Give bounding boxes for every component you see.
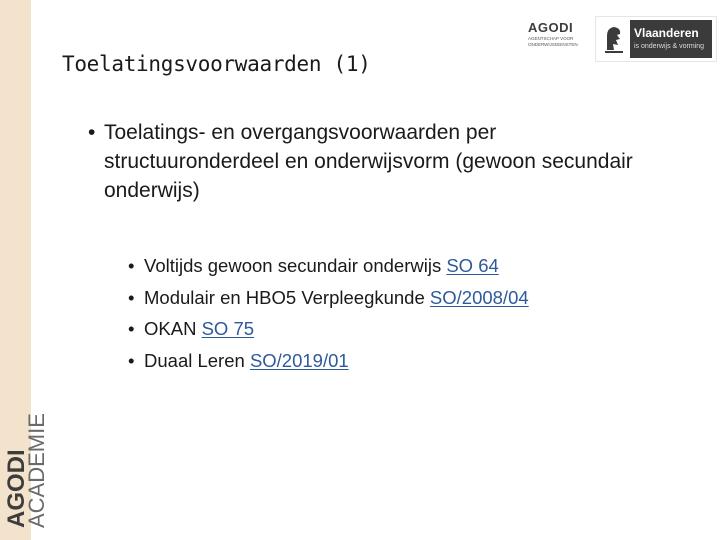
link-so-64[interactable]: SO 64 <box>446 255 499 276</box>
list-item-text: Voltijds gewoon secundair onderwijs <box>144 255 447 276</box>
list-item <box>128 345 688 377</box>
main-bullet <box>88 118 648 205</box>
list-item-text: Modulair en HBO5 Verpleegkunde <box>144 286 430 308</box>
bullet-dot-icon: • <box>128 349 135 371</box>
sub-bullet-list <box>128 250 688 376</box>
bullet-dot-icon: • <box>128 286 135 308</box>
agodi-logo <box>520 14 588 62</box>
vlaanderen-tagline: is onderwijs & vorming <box>634 43 705 50</box>
vlaanderen-panel <box>630 20 712 58</box>
flemish-lion-icon <box>599 20 629 58</box>
brand-academie-text: ACADEMIE <box>24 413 49 528</box>
list-item <box>128 282 688 314</box>
slide-title: Toelatingsvoorwaarden (1) <box>62 52 371 76</box>
link-so-2008-04[interactable]: SO/2008/04 <box>429 286 529 308</box>
link-so-75[interactable]: SO 75 <box>201 318 255 339</box>
brand-agodi-text: AGODI <box>3 449 30 528</box>
agodi-academie-brand <box>0 318 50 528</box>
vlaanderen-logo <box>595 16 717 62</box>
bullet-dot-icon: • <box>128 255 135 276</box>
bullet-dot-icon: • <box>88 121 96 144</box>
list-item-text: Duaal Leren <box>144 349 250 371</box>
header-logos <box>520 14 715 62</box>
bullet-dot-icon: • <box>128 318 135 339</box>
list-item <box>128 250 688 282</box>
vlaanderen-logo-text: Vlaanderen <box>634 26 699 40</box>
agodi-logo-text: AGODI <box>528 20 574 35</box>
list-item <box>128 313 688 345</box>
list-item-text: OKAN <box>144 318 202 339</box>
main-bullet-text: Toelatings- en overgangsvoorwaarden per structuuronderdeel en onderwijsvorm (gewoon secundair onderwijs) <box>104 121 633 202</box>
agodi-logo-subtext: AGENTSCHAP VOOR ONDERWIJSDIENSTEN <box>528 36 578 47</box>
link-so-2019-01[interactable]: SO/2019/01 <box>249 349 349 371</box>
